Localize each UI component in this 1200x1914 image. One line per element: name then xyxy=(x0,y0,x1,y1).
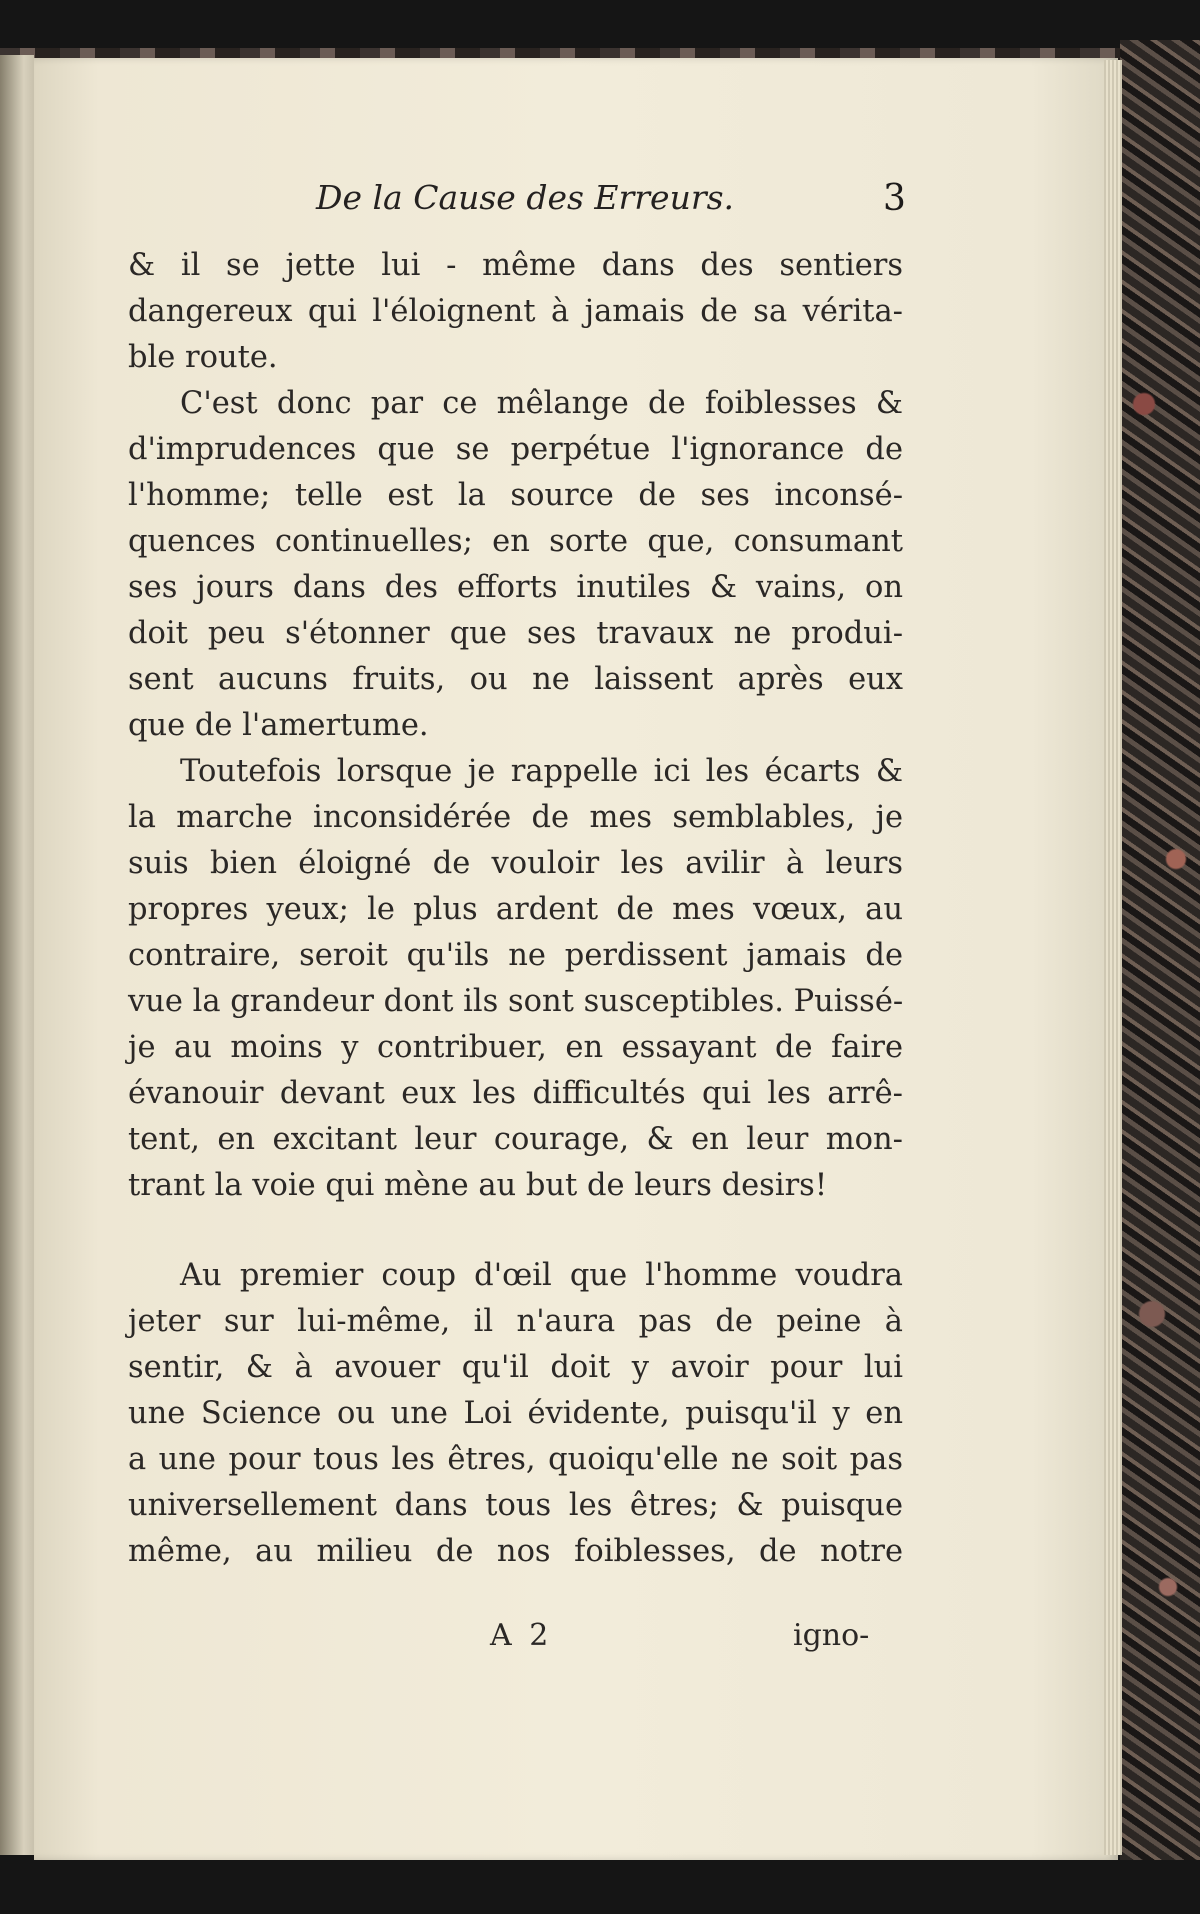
text-line: d'imprudences que se perpétue l'ignorance de xyxy=(128,432,903,467)
paragraph-4 xyxy=(128,1253,903,1575)
text-block xyxy=(128,243,903,1575)
text-line: ble route. xyxy=(128,340,278,375)
text-line: & il se jette lui - même dans des sentiers xyxy=(128,248,903,283)
paragraph-2 xyxy=(128,381,903,749)
text-line: a une pour tous les êtres, quoiqu'elle ne soit pas xyxy=(128,1442,903,1477)
text-line: propres yeux; le plus ardent de mes vœux, au xyxy=(128,892,903,927)
text-line: je au moins y contribuer, en essayant de faire xyxy=(128,1030,903,1065)
text-line: l'homme; telle est la source de ses inconsé- xyxy=(128,478,903,513)
paragraph-3 xyxy=(128,749,903,1209)
text-line: sentir, & à avouer qu'il doit y avoir pour lui xyxy=(128,1350,903,1385)
facing-page-edge xyxy=(0,55,34,1855)
text-line: jeter sur lui-même, il n'aura pas de peine à xyxy=(128,1304,903,1339)
page-number: 3 xyxy=(883,178,906,219)
text-line: Au premier coup d'œil que l'homme voudra xyxy=(180,1258,903,1293)
catchword: igno- xyxy=(793,1618,870,1653)
text-line: vue la grandeur dont ils sont susceptibles. Puissé- xyxy=(128,984,904,1019)
text-line: C'est donc par ce mêlange de foiblesses & xyxy=(180,386,903,421)
text-line: Toutefois lorsque je rappelle ici les écarts & xyxy=(180,754,903,789)
section-gap xyxy=(128,1209,903,1253)
text-line: doit peu s'étonner que ses travaux ne produi- xyxy=(128,616,903,651)
marbled-cover-edge xyxy=(1120,40,1200,1860)
text-line: ses jours dans des efforts inutiles & vains, on xyxy=(128,570,903,605)
text-line: suis bien éloigné de vouloir les avilir à leurs xyxy=(128,846,903,881)
signature-mark: A 2 xyxy=(490,1618,553,1653)
text-line: quences continuelles; en sorte que, consumant xyxy=(128,524,903,559)
text-line: une Science ou une Loi évidente, puisqu'il y en xyxy=(128,1396,903,1431)
text-line: la marche inconsidérée de mes semblables, je xyxy=(128,800,903,835)
text-line: que de l'amertume. xyxy=(128,708,429,743)
text-line: dangereux qui l'éloignent à jamais de sa vérita- xyxy=(128,294,903,329)
text-line: contraire, seroit qu'ils ne perdissent jamais de xyxy=(128,938,903,973)
running-title: De la Cause des Erreurs. xyxy=(316,178,735,217)
page-fore-edge xyxy=(1104,60,1122,1855)
text-line: universellement dans tous les êtres; & puisque xyxy=(128,1488,903,1523)
text-line: trant la voie qui mène au but de leurs desirs! xyxy=(128,1168,828,1203)
text-line: même, au milieu de nos foiblesses, de notre xyxy=(128,1534,903,1569)
text-line: évanouir devant eux les difficultés qui les arrê- xyxy=(128,1076,903,1111)
paragraph-1 xyxy=(128,243,903,381)
text-line: sent aucuns fruits, ou ne laissent après eux xyxy=(128,662,903,697)
text-line: tent, en excitant leur courage, & en leur mon- xyxy=(128,1122,903,1157)
